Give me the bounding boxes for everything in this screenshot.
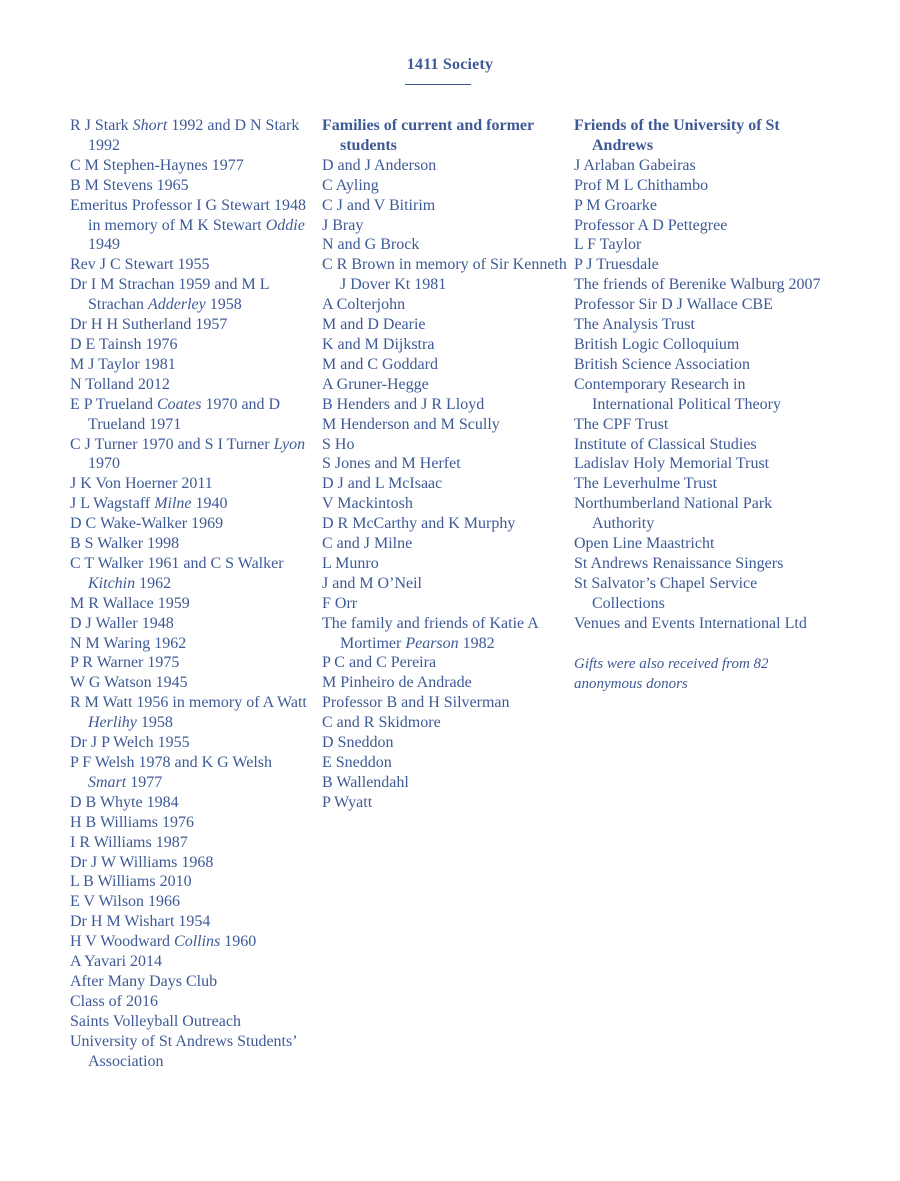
donor-entry <box>70 395 310 435</box>
entry-text: The friends of Berenike Walburg 2007 <box>574 276 821 294</box>
donor-entry <box>574 335 824 355</box>
entry-text: Class of 2016 <box>70 992 158 1010</box>
entry-text: C Ayling <box>322 176 379 194</box>
entry-text: 1958 <box>136 714 173 732</box>
donor-entry <box>70 255 310 275</box>
entry-text: Institute of Classical Studies <box>574 435 757 453</box>
title-underline <box>405 84 471 85</box>
donor-entry <box>322 435 567 455</box>
entry-text: B Henders and J R Lloyd <box>322 395 485 413</box>
entry-text: Emeritus Professor I G Stewart 1948 in memory of M K Stewart <box>70 196 306 234</box>
maiden-name: Milne <box>154 495 192 513</box>
donor-entry <box>322 753 567 773</box>
donor-entry <box>70 514 310 534</box>
maiden-name: Pearson <box>405 634 459 652</box>
donor-entry <box>70 753 310 793</box>
donor-entry <box>70 892 310 912</box>
entry-text: K and M Dijkstra <box>322 335 435 353</box>
entry-text: Ladislav Holy Memorial Trust <box>574 455 770 473</box>
entry-text: Dr H H Sutherland 1957 <box>70 316 228 334</box>
entry-text: C J and V Bitirim <box>322 196 436 214</box>
entry-text: Professor Sir D J Wallace CBE <box>574 296 773 314</box>
donor-entry <box>322 255 567 295</box>
entry-text: D B Whyte 1984 <box>70 793 179 811</box>
entry-text: L F Taylor <box>574 236 642 254</box>
donor-entry <box>70 1032 310 1072</box>
section-heading <box>574 116 824 156</box>
entry-text: P Wyatt <box>322 793 373 811</box>
entry-text: Dr H M Wishart 1954 <box>70 913 211 931</box>
maiden-name: Smart <box>88 773 127 791</box>
entry-text: Prof M L Chithambo <box>574 176 709 194</box>
entry-text: The Analysis Trust <box>574 316 695 334</box>
donor-entry <box>574 275 824 295</box>
donor-entry <box>70 1012 310 1032</box>
donor-entry <box>322 315 567 335</box>
entry-text: C and J Milne <box>322 535 413 553</box>
entry-text: L Munro <box>322 554 379 572</box>
donor-entry <box>574 355 824 375</box>
entry-text: A Colterjohn <box>322 296 406 314</box>
entry-text: N Tolland 2012 <box>70 375 170 393</box>
entry-text: The CPF Trust <box>574 415 669 433</box>
entry-text: C J Turner 1970 and S I Turner <box>70 435 274 453</box>
entry-text: E V Wilson 1966 <box>70 893 181 911</box>
donor-column-1 <box>70 116 310 1072</box>
entry-text: M R Wallace 1959 <box>70 594 190 612</box>
entry-text: S Jones and M Herfet <box>322 455 461 473</box>
donor-entry <box>322 514 567 534</box>
entry-text: B M Stevens 1965 <box>70 176 189 194</box>
entry-text: St Andrews Renaissance Singers <box>574 554 784 572</box>
entry-text: B Wallendahl <box>322 773 409 791</box>
donor-entry <box>322 335 567 355</box>
entry-text: P M Groarke <box>574 196 657 214</box>
entry-text: E Sneddon <box>322 754 392 771</box>
entry-text: H V Woodward <box>70 933 175 951</box>
donor-entry <box>70 554 310 594</box>
donor-entry <box>70 594 310 614</box>
entry-text: J Bray <box>322 216 364 234</box>
entry-text: F Orr <box>322 594 358 612</box>
entry-text: M and D Dearie <box>322 316 426 334</box>
donor-entry <box>574 176 824 196</box>
donor-entry <box>70 474 310 494</box>
donor-entry <box>70 733 310 753</box>
anonymous-donors-note: Gifts were also received from 82 anonymous donors <box>574 655 769 692</box>
donor-entry <box>70 315 310 335</box>
donor-entry <box>322 196 567 216</box>
donor-entry <box>574 454 824 474</box>
page-title: 1411 Society <box>406 56 494 73</box>
entry-text: 1982 <box>458 634 495 652</box>
donor-entry <box>574 534 824 554</box>
entry-text: Rev J C Stewart 1955 <box>70 256 210 274</box>
donor-entry <box>322 733 567 753</box>
donor-entry <box>70 156 310 176</box>
entry-text: J Arlaban Gabeiras <box>574 156 696 174</box>
entry-text: C T Walker 1961 and C S Walker <box>70 554 284 572</box>
donor-entry <box>322 574 567 594</box>
donor-entry <box>322 295 567 315</box>
donor-entry <box>70 813 310 833</box>
donor-entry <box>70 176 310 196</box>
entry-text: D J and L McIsaac <box>322 475 443 493</box>
donor-entry <box>574 156 824 176</box>
donor-entry <box>70 435 310 475</box>
donor-entry <box>574 415 824 435</box>
entry-text: 1977 <box>126 773 163 791</box>
entry-text: B S Walker 1998 <box>70 535 180 553</box>
entry-text: P J Truesdale <box>574 256 659 274</box>
entry-text: J L Wagstaff <box>70 495 155 513</box>
donor-entry <box>70 355 310 375</box>
donor-entry <box>322 156 567 176</box>
donor-entry <box>70 375 310 395</box>
donor-entry <box>322 375 567 395</box>
donor-entry <box>322 773 567 793</box>
entry-text: The family and friends of Katie A Mortimer <box>322 614 538 652</box>
entry-text: 1940 <box>191 495 228 513</box>
entry-text: D and J Anderson <box>322 156 437 174</box>
donor-entry <box>70 872 310 892</box>
entry-text: A Gruner-Hegge <box>322 375 429 393</box>
entry-text: D C Wake-Walker 1969 <box>70 515 224 533</box>
maiden-name: Short <box>132 117 168 134</box>
donor-entry <box>574 474 824 494</box>
donor-entry <box>70 614 310 634</box>
donor-entry <box>322 554 567 574</box>
entry-text: W G Watson 1945 <box>70 674 188 692</box>
donor-entry <box>322 494 567 514</box>
donor-entry <box>322 614 567 654</box>
entry-text: Saints Volleyball Outreach <box>70 1012 241 1030</box>
donor-entry <box>574 375 824 415</box>
entry-text: Open Line Maastricht <box>574 535 715 553</box>
maiden-name: Kitchin <box>88 574 136 592</box>
donor-entry <box>70 275 310 315</box>
maiden-name: Adderley <box>147 296 206 314</box>
entry-text: I R Williams 1987 <box>70 833 188 851</box>
donor-column-2 <box>322 116 567 813</box>
donor-entry <box>322 693 567 713</box>
maiden-name: Coates <box>156 395 202 413</box>
entry-text: 1970 <box>88 455 120 473</box>
donor-entry <box>574 235 824 255</box>
donor-entry <box>322 673 567 693</box>
entry-text: British Science Association <box>574 355 750 373</box>
entry-text: M Pinheiro de Andrade <box>322 674 472 692</box>
donor-entry <box>70 992 310 1012</box>
donor-entry <box>70 912 310 932</box>
entry-text: C and R Skidmore <box>322 714 441 732</box>
donor-entry <box>322 235 567 255</box>
entry-text: R M Watt 1956 in memory of A Watt <box>70 694 307 712</box>
entry-text: P R Warner 1975 <box>70 654 180 672</box>
donor-entry <box>70 693 310 733</box>
entry-text: N and G Brock <box>322 236 420 254</box>
entry-text: N M Waring 1962 <box>70 634 187 652</box>
donor-entry <box>70 972 310 992</box>
donor-entry <box>574 216 824 236</box>
entry-text: D Sneddon <box>322 734 394 752</box>
donor-entry <box>322 474 567 494</box>
donor-entry <box>70 932 310 952</box>
entry-text: Families of current and former students <box>322 117 534 154</box>
entry-text: M J Taylor 1981 <box>70 355 176 373</box>
entry-text: C R Brown in memory of Sir Kenneth J Dover Kt 1981 <box>322 256 567 294</box>
entry-text: M Henderson and M Scully <box>322 415 500 433</box>
entry-text: Venues and Events International Ltd <box>574 614 807 632</box>
donor-entry <box>322 395 567 415</box>
donor-entry <box>322 713 567 733</box>
entry-text: Dr I M Strachan 1959 and M L Strachan <box>70 276 269 314</box>
donor-entry <box>322 454 567 474</box>
donor-entry <box>322 415 567 435</box>
donor-entry <box>322 355 567 375</box>
donor-entry <box>70 116 310 156</box>
entry-text: Dr J P Welch 1955 <box>70 734 190 752</box>
donor-entry <box>574 574 824 614</box>
donor-entry <box>70 952 310 972</box>
entry-text: Contemporary Research in International Political Theory <box>574 375 781 413</box>
entry-text: 1960 <box>220 933 257 951</box>
donor-entry <box>574 554 824 574</box>
maiden-name: Lyon <box>273 435 306 453</box>
entry-text: R J Stark <box>70 117 133 134</box>
maiden-name: Herlihy <box>88 714 137 732</box>
entry-text: C M Stephen-Haynes 1977 <box>70 156 244 174</box>
entry-text: L B Williams 2010 <box>70 873 192 891</box>
donor-entry <box>574 614 824 634</box>
entry-text: Dr J W Williams 1968 <box>70 853 214 871</box>
entry-text: The Leverhulme Trust <box>574 475 718 493</box>
entry-text: D J Waller 1948 <box>70 614 174 632</box>
donor-entry <box>70 673 310 693</box>
entry-text: University of St Andrews Students’ Association <box>70 1032 297 1070</box>
section-heading <box>322 116 567 156</box>
entry-text: J K Von Hoerner 2011 <box>70 475 213 493</box>
entry-text: 1970 and D Trueland 1971 <box>88 395 281 433</box>
donor-entry <box>70 534 310 554</box>
entry-text: 1949 <box>88 236 120 254</box>
entry-text: H B Williams 1976 <box>70 813 194 831</box>
donor-entry <box>70 653 310 673</box>
donor-entry <box>322 793 567 813</box>
entry-text: S Ho <box>322 435 355 453</box>
entry-text: British Logic Colloquium <box>574 335 740 353</box>
entry-text: D R McCarthy and K Murphy <box>322 515 516 533</box>
donor-entry <box>574 315 824 335</box>
donor-entry <box>574 435 824 455</box>
donor-entry <box>574 295 824 315</box>
entry-text: 1958 <box>205 296 242 314</box>
entry-text: E P Trueland <box>70 395 157 413</box>
donor-entry <box>70 634 310 654</box>
donor-entry <box>574 494 824 534</box>
entry-text: V Mackintosh <box>322 495 413 513</box>
donor-entry <box>70 335 310 355</box>
donor-entry <box>322 216 567 236</box>
entry-text: M and C Goddard <box>322 355 438 373</box>
donor-entry <box>322 594 567 614</box>
donor-entry <box>574 255 824 275</box>
entry-text: P C and C Pereira <box>322 654 437 672</box>
donor-entry <box>70 793 310 813</box>
entry-text: St Salvator’s Chapel Service Collections <box>574 574 758 612</box>
donor-entry <box>322 176 567 196</box>
entry-text: A Yavari 2014 <box>70 953 163 971</box>
entry-text: Northumberland National Park Authority <box>574 495 773 533</box>
donor-entry <box>574 196 824 216</box>
entry-text: Professor B and H Silverman <box>322 694 510 712</box>
donor-entry <box>70 833 310 853</box>
donor-entry <box>70 853 310 873</box>
maiden-name: Collins <box>174 933 221 951</box>
maiden-name: Oddie <box>265 216 305 234</box>
donor-entry <box>322 534 567 554</box>
donor-column-3 <box>574 116 824 694</box>
entry-text: 1962 <box>135 574 172 592</box>
entry-text: Friends of the University of St Andrews <box>574 117 780 154</box>
entry-text: Professor A D Pettegree <box>574 216 728 234</box>
entry-text: 1992 and D N Stark 1992 <box>88 117 300 154</box>
donor-entry <box>70 196 310 256</box>
donor-entry <box>322 653 567 673</box>
entry-text: J and M O’Neil <box>322 574 422 592</box>
entry-text: After Many Days Club <box>70 972 218 990</box>
entry-text: P F Welsh 1978 and K G Welsh <box>70 754 273 771</box>
donor-entry <box>70 494 310 514</box>
entry-text: D E Tainsh 1976 <box>70 335 178 353</box>
